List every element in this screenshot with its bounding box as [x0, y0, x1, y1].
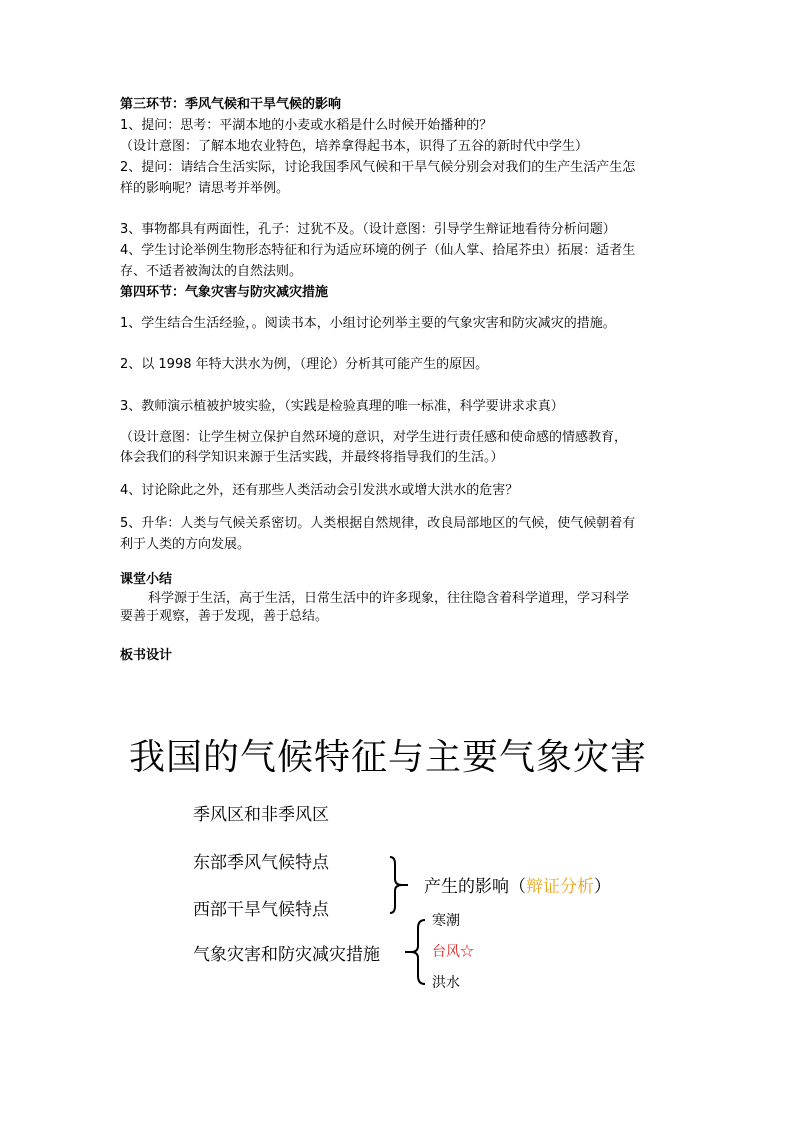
- section3-title: 第三环节：季风气候和干旱气候的影响: [120, 97, 342, 112]
- board-item-monsoon-zones: 季风区和非季风区: [193, 805, 329, 825]
- impact-accent: 辩证分析: [526, 877, 594, 897]
- board-main-title: 我国的气候特征与主要气象灾害: [129, 737, 648, 778]
- impact-prefix: 产生的影响（: [424, 877, 526, 897]
- s4-line-4: （设计意图：让学生树立保护自然环境的意识，对学生进行责任感和使命感的情感教育，: [120, 430, 628, 445]
- board-design-title: 板书设计: [120, 648, 173, 663]
- summary-line-1: 科学源于生活，高于生活，日常生活中的许多现象，往往隐含着科学道理，学习科学: [148, 591, 630, 606]
- summary-line-2: 要善于观察，善于发现，善于总结。: [120, 609, 329, 624]
- board-item-east-monsoon: 东部季风气候特点: [193, 853, 329, 873]
- s3-line-7: 存、不适者被淘汰的自然法则。: [120, 264, 303, 279]
- section4-title: 第四环节：气象灾害与防灾减灾措施: [120, 285, 329, 300]
- s4-line-2: 2、以 1998 年特大洪水为例，（理论）分析其可能产生的原因。: [120, 357, 489, 372]
- s3-line-2: （设计意图：了解本地农业特色，培养拿得起书本，识得了五谷的新时代中学生）: [120, 139, 589, 154]
- s3-line-5: 3、事物都具有两面性，孔子：过犹不及。（设计意图：引导学生辩证地看待分析问题）: [120, 222, 616, 237]
- s4-line-6: 4、讨论除此之外，还有那些人类活动会引发洪水或增大洪水的危害？: [120, 483, 519, 498]
- impact-brace-icon: [386, 856, 410, 914]
- board-item-disasters: 气象灾害和防灾减灾措施: [193, 945, 380, 965]
- s4-line-7: 5、升华：人类与气候关系密切。人类根据自然规律，改良局部地区的气候，使气候朝着有: [120, 516, 636, 531]
- board-item-west-arid: 西部干旱气候特点: [193, 900, 329, 920]
- s3-line-3: 2、提问：请结合生活实际，讨论我国季风气候和干旱气候分别会对我们的生产生活产生怎: [120, 160, 636, 175]
- s3-line-6: 4、学生讨论举例生物形态特征和行为适应环境的例子（仙人掌、拾尾芥虫）拓展：适者生: [120, 243, 636, 258]
- disaster-flood: 洪水: [432, 975, 460, 991]
- s3-line-1: 1、提问：思考：平湖本地的小麦或水稻是什么时候开始播种的？: [120, 118, 493, 133]
- impact-label: [424, 875, 611, 899]
- s3-line-4: 样的影响呢？请思考并举例。: [120, 181, 290, 196]
- disaster-brace-icon: [403, 918, 429, 986]
- disaster-cold-wave: 寒潮: [432, 913, 460, 929]
- impact-suffix: ）: [594, 877, 611, 897]
- s4-line-5: 体会我们的科学知识来源于生活实践，并最终将指导我们的生活。）: [120, 450, 504, 465]
- s4-line-1: 1、学生结合生活经验，。阅读书本，小组讨论列举主要的气象灾害和防灾减灾的措施。: [120, 316, 616, 331]
- summary-title: 课堂小结: [120, 572, 173, 587]
- s4-line-3: 3、教师演示植被护坡实验，（实践是检验真理的唯一标准，科学要讲求求真）: [120, 399, 564, 414]
- disaster-typhoon: 台风☆: [432, 944, 474, 960]
- s4-line-8: 利于人类的方向发展。: [120, 537, 251, 552]
